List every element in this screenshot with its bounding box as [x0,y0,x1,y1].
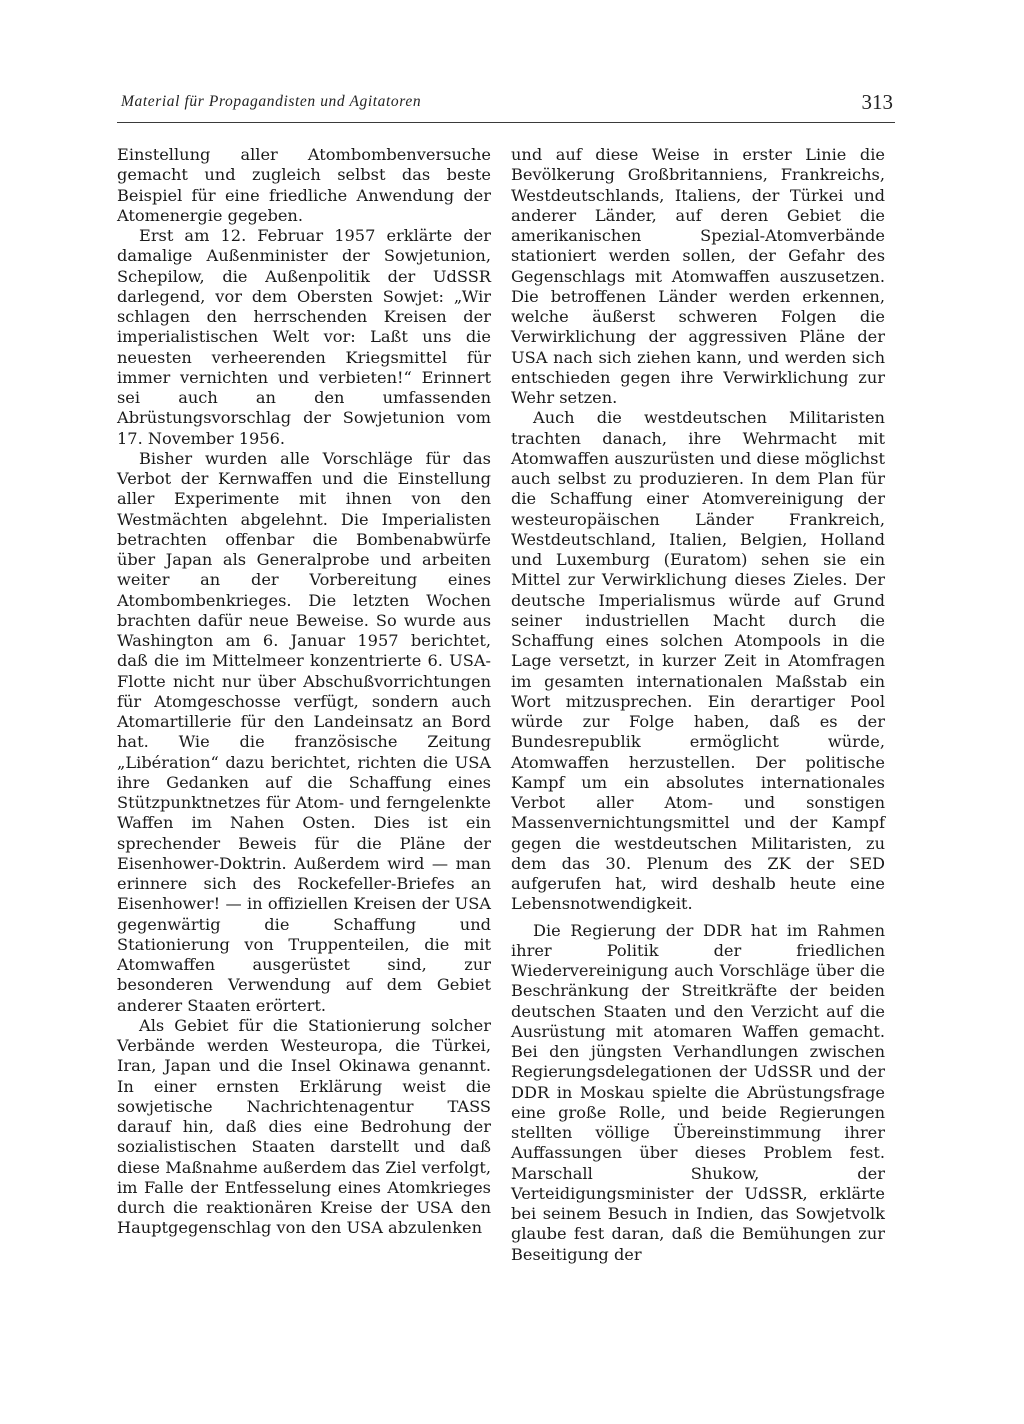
paragraph: Die Regierung der DDR hat im Rahmen ihrer Politik der friedlichen Wiedervereinigung auch Vorschläge über die Beschränkung der Streitkräfte der beiden deutschen Staaten und den Verzicht auf die Ausrüstung mit atomaren Waffen gemacht. Bei den jüngsten Verhandlungen zwischen Regierungsdelegationen der UdSSR und der DDR in Moskau spielte die Abrüstungsfrage eine große Rolle, und beide Regierungen stellten völlige Übereinstimmung ihrer Auffassungen über dieses Problem fest. Marschall Shukow, der Verteidigungsminister der UdSSR, erklärte bei seinem Besuch in Indien, das Sowjetvolk glaube fest daran, daß die Bemühungen zur Beseitigung der [511,920,885,1264]
left-column [117,145,491,1239]
page-header [117,90,895,124]
running-title: Material für Propagandisten und Agitatoren [121,93,422,110]
right-column [511,145,885,1265]
paragraph: Bisher wurden alle Vorschläge für das Verbot der Kernwaffen und die Einstellung aller Experimente mit ihnen von den Westmächten abgelehnt. Die Imperialisten betrachten offenbar die Bombenabwürfe über Japan als Generalprobe und arbeiten weiter an der Vorbereitung eines Atombombenkrieges. Die letzten Wochen brachten dafür neue Beweise. So wurde aus Washington am 6. Januar 1957 berichtet, daß die im Mittelmeer konzentrierte 6. USA-Flotte nicht nur über Abschußvorrichtungen für Atomgeschosse verfügt, sondern auch Atomartillerie für den Landeinsatz an Bord hat. Wie die französische Zeitung „Libération“ dazu berichtet, richten die USA ihre Gedanken auf die Schaffung eines Stützpunktnetzes für Atom- und ferngelenkte Waffen im Nahen Osten. Dies ist ein sprechender Beweis für die Pläne der Eisenhower-Doktrin. Außerdem wird — man erinnere sich des Rockefeller-Briefes an Eisenhower! — in offiziellen Kreisen der USA gegenwärtig die Schaffung und Stationierung von Truppenteilen, die mit Atomwaffen ausgerüstet sind, zur besonderen Verwendung auf dem Gebiet anderer Staaten erörtert. [117,448,491,1015]
paragraph: Erst am 12. Februar 1957 erklärte der damalige Außenminister der Sowjetunion, Schepilow, die Außenpolitik der UdSSR darlegend, vor dem Obersten Sowjet: „Wir schlagen den herrschenden Kreisen der imperialistischen Welt vor: Laßt uns die neuesten verheerenden Kriegsmittel für immer vernichten und verbieten!“ Erinnert sei auch an den umfassenden Abrüstungsvorschlag der Sowjetunion vom 17. November 1956. [117,226,491,448]
paragraph: Auch die westdeutschen Militaristen trachten danach, ihre Wehrmacht mit Atomwaffen auszurüsten und diese möglichst auch selbst zu produzieren. In dem Plan für die Schaffung einer Atomvereinigung der westeuropäischen Länder Frankreich, Westdeutschland, Italien, Belgien, Holland und Luxemburg (Euratom) sehen sie ein Mittel zur Verwirklichung dieses Zieles. Der deutsche Imperialismus würde auf Grund seiner industriellen Macht durch die Schaffung eines solchen Atompools in die Lage versetzt, in kurzer Zeit in Atomfragen im gesamten internationalen Maßstab ein Wort mitzusprechen. Ein derartiger Pool würde zur Folge haben, daß es der Bundesrepublik ermöglicht würde, Atomwaffen herzustellen. Der politische Kampf um ein absolutes internationales Verbot aller Atom- und sonstigen Massenvernichtungsmittel und der Kampf gegen die westdeutschen Militaristen, zu dem das 30. Plenum des ZK der SED aufgerufen hat, wird deshalb heute eine Lebensnotwendigkeit. [511,408,885,914]
paragraph: und auf diese Weise in erster Linie die Bevölkerung Großbritanniens, Frankreichs, Westdeutschlands, Italiens, der Türkei und anderer Länder, auf deren Gebiet die amerikanischen Spezial-Atomverbände stationiert werden sollen, der Gefahr des Gegenschlags mit Atomwaffen auszusetzen. Die betroffenen Länder werden erkennen, welche äußerst schweren Folgen die Verwirklichung der aggressiven Pläne der USA nach sich ziehen kann, und werden sich entschieden gegen ihre Verwirklichung zur Wehr setzen. [511,145,885,407]
header-rule [117,122,895,123]
paragraph: Einstellung aller Atombombenversuche gemacht und zugleich selbst das beste Beispiel für eine friedliche Anwendung der Atomenergie gegeben. [117,145,491,225]
page-number: 313 [861,90,893,114]
paragraph: Als Gebiet für die Stationierung solcher Verbände werden Westeuropa, die Türkei, Iran, Japan und die Insel Okinawa genannt. In einer ernsten Erklärung weist die sowjetische Nachrichtenagentur TASS darauf hin, daß dies eine Bedrohung der sozialistischen Staaten darstellt und daß diese Maßnahme außerdem das Ziel verfolgt, im Falle der Entfesselung eines Atomkrieges durch die reaktionären Kreise der USA den Hauptgegenschlag von den USA abzulenken [117,1015,491,1238]
